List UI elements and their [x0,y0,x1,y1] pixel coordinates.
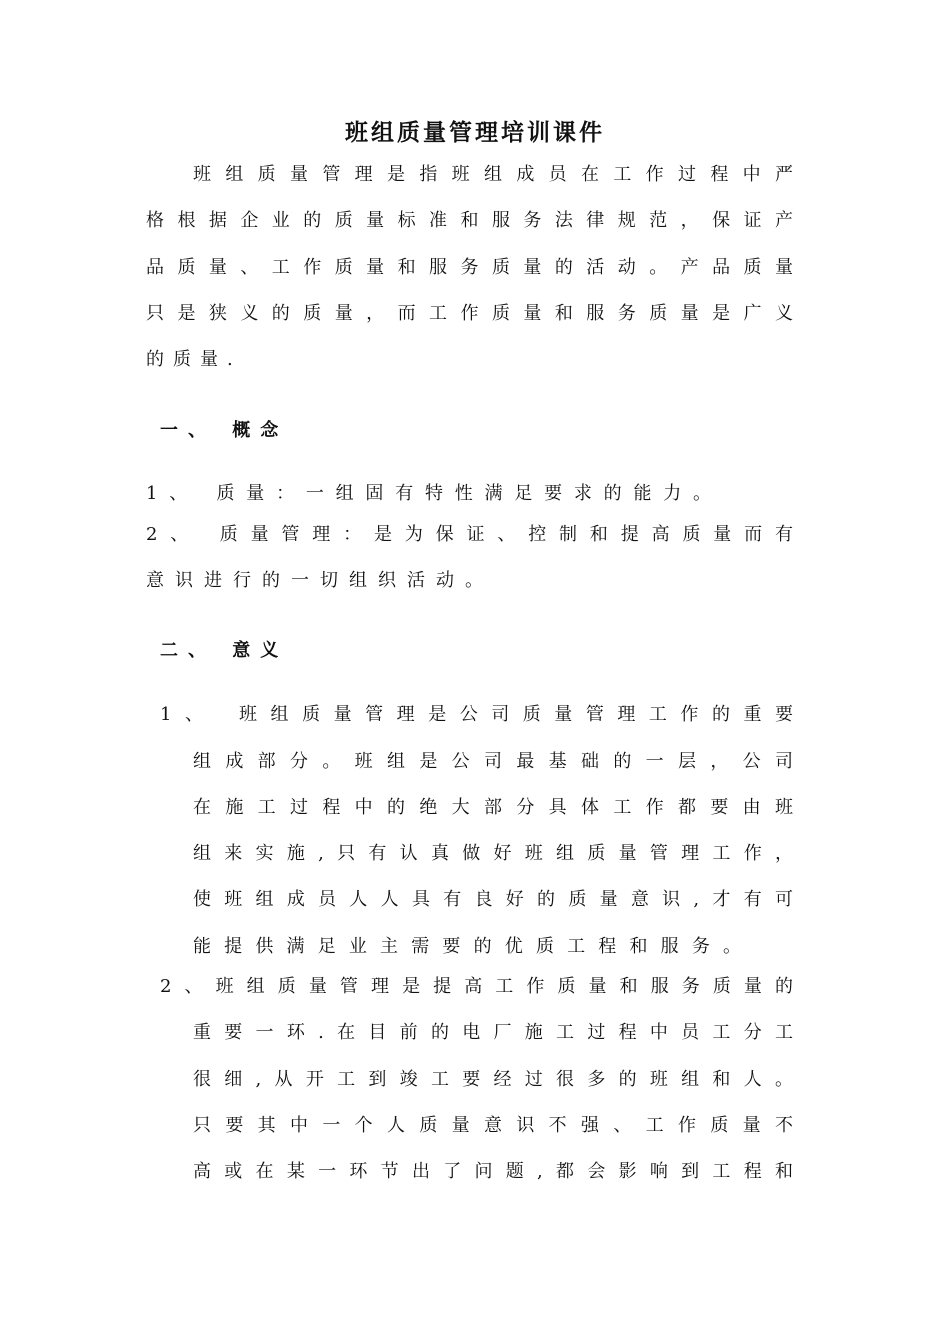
significance-line: 在施工过程中的绝大部分具体工作都要由班 [193,797,793,818]
definition-line: 意识进行的一切组织活动。 [146,570,494,591]
significance-line: 1、 班组质量管理是公司质量管理工作的重要 [160,704,793,725]
significance-line: 重要一环.在目前的电厂施工过程中员工分工 [193,1022,793,1043]
significance-line: 只要其中一个人质量意识不强、工作质量不 [193,1115,793,1136]
intro-line: 只是狭义的质量，而工作质量和服务质量是广义 [146,303,793,324]
significance-line: 组成部分。班组是公司最基础的一层，公司 [193,751,793,772]
definition-line: 1、 质量：一组固有特性满足要求的能力。 [146,483,712,504]
section-heading: 一、 概念 [160,420,289,441]
section-heading: 二、 意义 [160,640,289,661]
intro-line: 班组质量管理是指班组成员在工作过程中严 [193,164,793,185]
significance-line: 能提供满足业主需要的优质工程和服务。 [193,936,741,957]
significance-line: 使班组成员人人具有良好的质量意识,才有可 [193,889,793,910]
significance-line: 很细,从开工到竣工要经过很多的班组和人。 [193,1069,793,1090]
significance-line: 高或在某一环节出了问题,都会影响到工程和 [193,1161,793,1182]
intro-line: 的质量. [146,349,242,370]
intro-line: 格根据企业的质量标准和服务法律规范，保证产 [146,210,793,231]
document-title: 班组质量管理培训课件 [345,120,605,146]
intro-line: 品质量、工作质量和服务质量的活动。产品质量 [146,257,793,278]
significance-line: 2、班组质量管理是提高工作质量和服务质量的 [160,976,793,997]
significance-line: 组来实施,只有认真做好班组质量管理工作， [193,843,793,864]
definition-line: 2、 质量管理：是为保证、控制和提高质量而有 [146,524,793,545]
